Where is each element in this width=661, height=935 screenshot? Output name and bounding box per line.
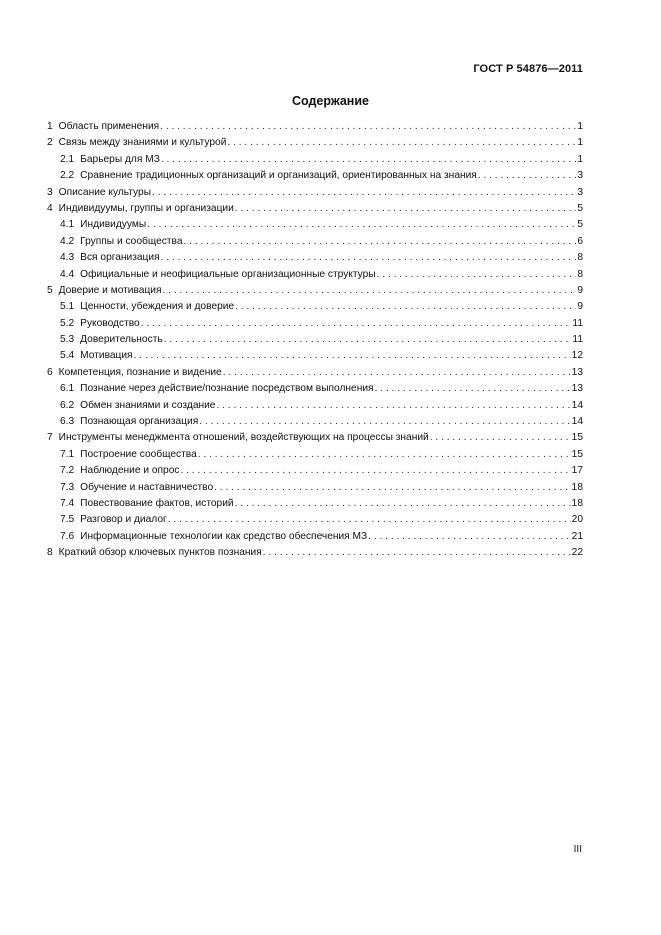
toc-entry-title: Индивидуумы, группы и организации	[58, 202, 234, 214]
toc-entry-title: Обмен знаниями и создание	[80, 399, 216, 411]
toc-entry[interactable]	[47, 250, 583, 266]
toc-entry-number: 6	[47, 366, 53, 378]
toc-entry[interactable]	[47, 381, 583, 397]
toc-entry[interactable]	[47, 332, 583, 348]
toc-entry-number: 6.3	[60, 416, 75, 428]
toc-entry[interactable]	[47, 496, 583, 512]
toc-entry-title: Познающая организация	[80, 416, 199, 428]
document-code: ГОСТ Р 54876—2011	[473, 63, 583, 75]
toc-dot-leader	[163, 283, 577, 299]
toc-entry-title: Область применения	[58, 121, 160, 132]
toc-entry-page: 13	[571, 383, 583, 395]
toc-dot-leader	[147, 217, 576, 233]
toc-entry-title: Разговор и диалог	[80, 514, 167, 526]
toc-entry-page: 11	[572, 334, 583, 346]
toc-entry-title: Инструменты менеджмента отношений, воздействующих на процессы знаний	[58, 432, 429, 444]
toc-entry-number: 5.4	[60, 350, 75, 362]
toc-entry-title: Доверие и мотивация	[58, 284, 162, 296]
toc-entry-number: 7.2	[60, 465, 75, 477]
toc-dot-leader	[263, 545, 571, 561]
toc-entry-page: 9	[577, 284, 583, 296]
toc-entry-number: 4	[47, 202, 53, 214]
toc-entry-number: 4.2	[60, 235, 75, 247]
toc-entry-page: 3	[577, 186, 583, 198]
toc-entry-number: 5.1	[60, 301, 75, 313]
toc-entry[interactable]	[47, 217, 583, 233]
toc-entry-title: Повествование фактов, историй	[80, 497, 234, 509]
toc-dot-leader	[430, 430, 571, 446]
toc-dot-leader	[164, 332, 572, 348]
toc-entry-number: 7.3	[60, 481, 75, 493]
toc-entry-page: 15	[571, 448, 583, 460]
toc-dot-leader	[478, 168, 577, 184]
toc-entry-number: 6.1	[60, 383, 75, 395]
toc-entry[interactable]	[47, 529, 583, 545]
toc-entry-number: 6.2	[60, 399, 75, 411]
toc-entry-number: 2	[47, 137, 53, 149]
toc-entry-number: 1	[47, 121, 53, 132]
toc-entry-number: 2.2	[60, 170, 75, 182]
toc-entry-page: 21	[571, 530, 583, 542]
toc-entry-title: Построение сообщества	[80, 448, 197, 460]
toc-entry[interactable]	[47, 185, 583, 201]
toc-entry-title: Сравнение традиционных организаций и организаций, ориентированных на знания	[80, 170, 477, 182]
toc-entry-title: Информационные технологии как средство обеспечения МЗ	[80, 530, 368, 542]
toc-entry[interactable]	[47, 299, 583, 315]
toc-dot-leader	[198, 447, 571, 463]
toc-entry-title: Познание через действие/познание посредством выполнения	[80, 383, 374, 395]
toc-entry-number: 5.3	[60, 334, 75, 346]
toc-dot-leader	[199, 414, 570, 430]
toc-entry-number: 7.6	[60, 530, 75, 542]
toc-entry[interactable]	[47, 135, 583, 151]
toc-entry-page: 1	[577, 121, 583, 132]
toc-entry-title: Краткий обзор ключевых пунктов познания	[58, 547, 262, 559]
toc-entry-page: 20	[571, 514, 583, 526]
toc-entry-page: 8	[577, 252, 583, 264]
toc-entry[interactable]	[47, 463, 583, 479]
toc-entry[interactable]	[47, 398, 583, 414]
toc-entry-title: Вся организация	[80, 252, 160, 264]
toc-entry[interactable]	[47, 283, 583, 299]
toc-entry-number: 7.1	[60, 448, 75, 460]
toc-title: Содержание	[291, 94, 369, 108]
toc-entry-page: 14	[571, 416, 583, 428]
toc-entry-number: 4.3	[60, 252, 75, 264]
toc-entry-number: 7.4	[60, 497, 75, 509]
toc-dot-leader	[134, 348, 571, 364]
toc-entry-page: 1	[577, 153, 583, 165]
toc-entry-title: Компетенция, познание и видение	[58, 366, 222, 378]
toc-dot-leader	[368, 529, 570, 545]
toc-dot-leader	[214, 480, 571, 496]
toc-entry[interactable]	[47, 316, 583, 332]
toc-entry-page: 13	[571, 366, 583, 378]
toc-entry-page: 14	[571, 399, 583, 411]
toc-entry-title: Наблюдение и опрос	[80, 465, 180, 477]
toc-dot-leader	[375, 381, 571, 397]
toc-entry-title: Ценности, убеждения и доверие	[80, 301, 235, 313]
toc-entry[interactable]	[47, 545, 583, 561]
toc-dot-leader	[141, 316, 572, 332]
toc-entry-title: Описание культуры	[58, 186, 152, 198]
toc-entry[interactable]	[47, 414, 583, 430]
toc-entry[interactable]	[47, 348, 583, 364]
toc-entry-page: 17	[571, 465, 583, 477]
toc-dot-leader	[235, 496, 571, 512]
toc-dot-leader	[223, 365, 571, 381]
toc-entry[interactable]	[47, 201, 583, 217]
toc-entry-page: 5	[577, 202, 583, 214]
toc-dot-leader	[168, 512, 571, 528]
toc-entry[interactable]	[47, 365, 583, 381]
toc-dot-leader	[180, 463, 570, 479]
toc-entry-title: Руководство	[80, 317, 140, 329]
toc-entry-page: 1	[577, 137, 583, 149]
toc-entry-number: 5.2	[60, 317, 75, 329]
toc-entry-page: 22	[571, 547, 583, 559]
toc-dot-leader	[377, 267, 577, 283]
toc-dot-leader	[235, 299, 576, 315]
toc-dot-leader	[161, 250, 577, 266]
toc-entry-number: 7	[47, 432, 53, 444]
toc-entry[interactable]	[47, 480, 583, 496]
toc-entry-title: Связь между знаниями и культурой	[58, 137, 227, 149]
toc-dot-leader	[235, 201, 577, 217]
toc-entry-page: 5	[577, 219, 583, 231]
toc-entry-title: Мотивация	[80, 350, 133, 362]
toc-entry-number: 3	[47, 186, 53, 198]
toc-entry[interactable]	[47, 512, 583, 528]
toc-entry-page: 18	[571, 481, 583, 493]
toc-dot-leader	[161, 152, 576, 168]
toc-entry-number: 5	[47, 284, 53, 296]
toc-entry[interactable]	[47, 267, 583, 283]
toc-dot-leader	[160, 119, 576, 135]
toc-entry-page: 8	[577, 268, 583, 280]
toc-entry-title: Индивидуумы	[80, 219, 147, 231]
toc-entry[interactable]	[47, 447, 583, 463]
toc-entry-page: 9	[577, 301, 583, 313]
toc-entry[interactable]	[47, 119, 583, 135]
toc-entry[interactable]	[47, 152, 583, 168]
toc-entry-number: 4.1	[60, 219, 75, 231]
toc-entry-title: Обучение и наставничество	[80, 481, 214, 493]
toc-entry[interactable]	[47, 430, 583, 446]
toc-list	[47, 119, 583, 562]
toc-entry-number: 7.5	[60, 514, 75, 526]
toc-entry-number: 4.4	[60, 268, 75, 280]
toc-dot-leader	[227, 135, 576, 151]
toc-entry-title: Группы и сообщества	[80, 235, 183, 247]
toc-entry[interactable]	[47, 168, 583, 184]
toc-entry-page: 3	[577, 170, 583, 182]
toc-entry-number: 2.1	[60, 153, 75, 165]
toc-entry-title: Официальные и неофициальные организационные структуры	[80, 268, 376, 280]
toc-entry-page: 6	[577, 235, 583, 247]
toc-entry-page: 11	[572, 317, 583, 329]
toc-entry-page: 15	[571, 432, 583, 444]
toc-entry[interactable]	[47, 234, 583, 250]
toc-entry-page: 18	[571, 497, 583, 509]
toc-dot-leader	[216, 398, 570, 414]
toc-entry-title: Барьеры для МЗ	[80, 153, 160, 165]
page-number: III	[573, 844, 582, 855]
toc-entry-number: 8	[47, 547, 53, 559]
toc-entry-title: Доверительность	[80, 334, 163, 346]
toc-dot-leader	[152, 185, 576, 201]
toc-entry-page: 12	[571, 350, 583, 362]
toc-dot-leader	[184, 234, 577, 250]
